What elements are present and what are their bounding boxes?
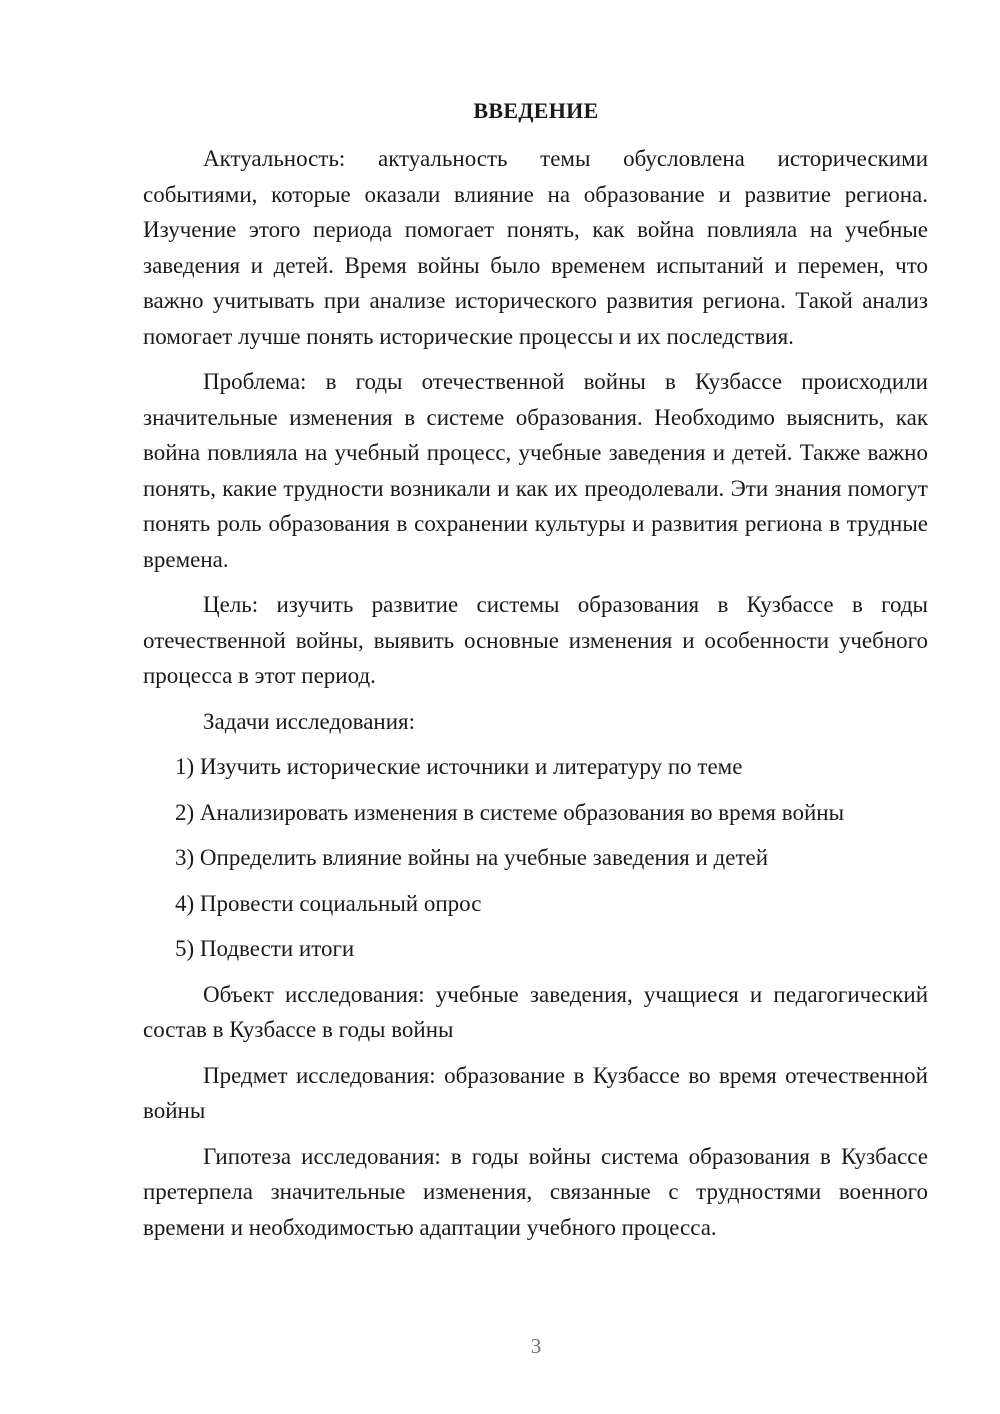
paragraph-relevance: Актуальность: актуальность темы обусловлена историческими событиями, которые оказали влияние на образование и развитие региона. Изучение этого периода помогает понять, как война повлияла на учебные заведения и детей. Время войны было временем испытаний и перемен, что важно учитывать при анализе исторического развития региона. Такой анализ помогает лучше понять исторические процессы и их последствия. [143, 146, 928, 349]
document-body [143, 141, 928, 1255]
paragraph-problem: Проблема: в годы отечественной войны в Кузбассе происходили значительные изменения в системе образования. Необходимо выяснить, как война повлияла на учебный процесс, учебные заведения и детей. Также важно понять, какие трудности возникали и как их преодолевали. Эти знания помогут понять роль образования в сохранении культуры и развития региона в трудные времена. [143, 369, 928, 572]
paragraph-subject: Предмет исследования: образование в Кузбассе во время отечественной войны [143, 1062, 928, 1123]
tasks-heading: Задачи исследования: [203, 708, 416, 734]
list-item: 4) Провести социальный опрос [175, 890, 482, 916]
list-item: 1) Изучить исторические источники и литературу по теме [175, 754, 743, 779]
page-number: 3 [530, 1334, 542, 1358]
paragraph-goal: Цель: изучить развитие системы образования в Кузбассе в годы отечественной войны, выявить основные изменения и особенности учебного процесса в этот период. [143, 592, 928, 688]
paragraph-hypothesis: Гипотеза исследования: в годы войны система образования в Кузбассе претерпела значительные изменения, связанные с трудностями военного времени и необходимостью адаптации учебного процесса. [143, 1143, 928, 1240]
page-title: ВВЕДЕНИЕ [473, 98, 599, 123]
list-item: 3) Определить влияние войны на учебные заведения и детей [175, 845, 769, 870]
list-item: 2) Анализировать изменения в системе образования во время войны [175, 799, 845, 825]
list-item: 5) Подвести итоги [175, 936, 355, 961]
tasks-list [143, 749, 928, 967]
paragraph-object: Объект исследования: учебные заведения, учащиеся и педагогический состав в Кузбассе в годы войны [143, 981, 928, 1042]
